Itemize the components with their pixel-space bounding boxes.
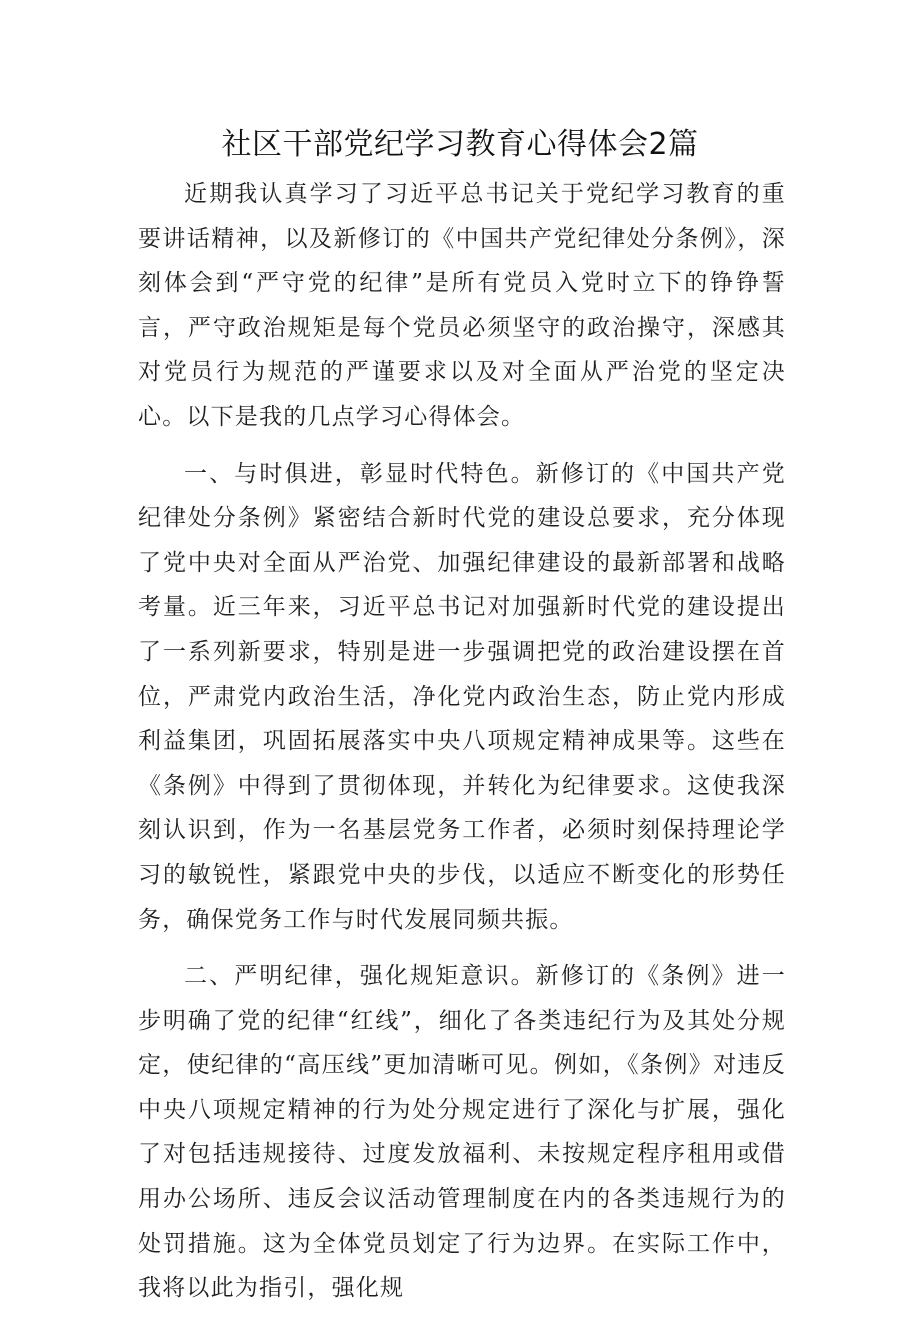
paragraph-section-two: 二、严明纪律，强化规矩意识。新修订的《条例》进一步明确了党的纪律“红线”，细化了各类违纪行为及其处分规定，使纪律的“高压线”更加清晰可见。例如，《条例》对违反中央八项规定精神的行为处分规定进行了深化与扩展，强化了对包括违规接待、过度发放福利、未按规定程序租用或借用办公场所、违反会议活动管理制度在内的各类违规行为的处罚措施。这为全体党员划定了行为边界。在实际工作中，我将以此为指引，强化规 bbox=[138, 963, 786, 1302]
paragraph-intro: 近期我认真学习了习近平总书记关于党纪学习教育的重要讲话精神，以及新修订的《中国共产党纪律处分条例》，深刻体会到“严守党的纪律”是所有党员入党时立下的铮铮誓言，严守政治规矩是每个党员必须坚守的政治操守，深感其对党员行为规范的严谨要求以及对全面从严治党的坚定决心。以下是我的几点学习心得体会。 bbox=[138, 181, 786, 430]
paragraph-section-one: 一、与时俱进，彰显时代特色。新修订的《中国共产党纪律处分条例》紧密结合新时代党的建设总要求，充分体现了党中央对全面从严治党、加强纪律建设的最新部署和战略考量。近三年来，习近平总书记对加强新时代党的建设提出了一系列新要求，特别是进一步强调把党的政治建设摆在首位，严肃党内政治生活，净化党内政治生态，防止党内形成利益集团，巩固拓展落实中央八项规定精神成果等。这些在《条例》中得到了贯彻体现，并转化为纪律要求。这使我深刻认识到，作为一名基层党务工作者，必须时刻保持理论学习的敏锐性，紧跟党中央的步伐，以适应不断变化的形势任务，确保党务工作与时代发展同频共振。 bbox=[138, 460, 786, 933]
document-title: 社区干部党纪学习教育心得体会2篇 bbox=[221, 127, 699, 162]
document-body bbox=[138, 172, 786, 1323]
